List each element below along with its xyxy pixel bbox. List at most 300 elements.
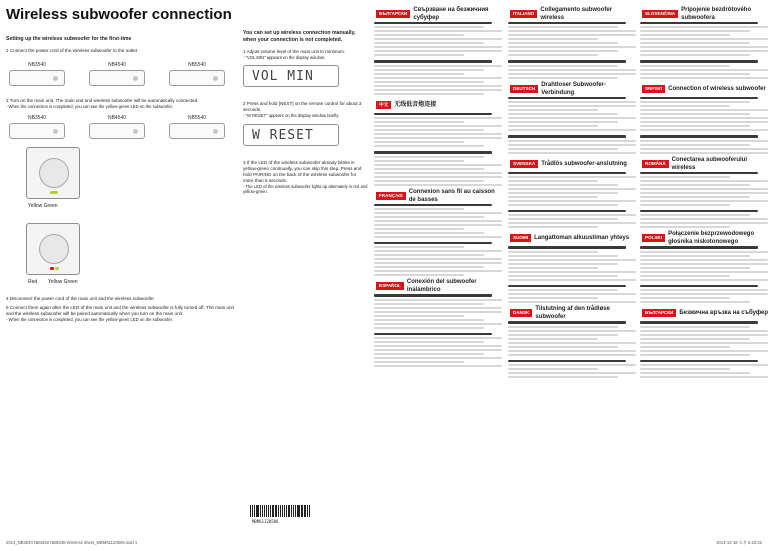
text-line-placeholder xyxy=(508,289,618,291)
text-line-placeholder xyxy=(640,144,750,146)
text-line-placeholder xyxy=(374,38,502,40)
text-line-placeholder xyxy=(508,196,598,198)
text-line-placeholder xyxy=(374,65,502,67)
barcode-bar xyxy=(278,505,279,517)
barcode-bar xyxy=(291,505,292,517)
text-line-placeholder xyxy=(640,152,768,154)
text-line-placeholder xyxy=(374,60,492,62)
text-line-placeholder xyxy=(508,50,618,52)
barcode-bar xyxy=(257,505,259,517)
step-1: 1 Connect the power cord of the wireless subwoofer to the outlet xyxy=(6,48,137,53)
text-line-placeholder xyxy=(640,350,768,352)
text-line-placeholder xyxy=(374,345,502,347)
text-line-placeholder xyxy=(640,275,730,277)
language-header xyxy=(374,101,502,109)
text-line-placeholder xyxy=(374,212,502,214)
language-header xyxy=(374,188,502,203)
language-block xyxy=(640,156,768,229)
text-line-placeholder xyxy=(640,204,730,206)
language-tag: DANSK xyxy=(510,309,532,317)
language-header xyxy=(640,231,768,246)
text-line-placeholder xyxy=(374,30,502,32)
text-line-placeholder xyxy=(508,293,636,295)
text-line-placeholder xyxy=(640,342,768,344)
text-line-placeholder xyxy=(508,326,618,328)
text-line-placeholder xyxy=(374,315,464,317)
text-line-placeholder xyxy=(640,117,768,119)
text-line-placeholder xyxy=(508,251,598,253)
text-line-placeholder xyxy=(508,101,636,103)
text-line-placeholder xyxy=(640,346,730,348)
text-line-placeholder xyxy=(374,208,464,210)
language-block xyxy=(508,7,636,79)
text-line-placeholder xyxy=(640,200,768,202)
text-line-placeholder xyxy=(508,222,636,224)
text-line-placeholder xyxy=(374,246,464,248)
model-nb4540: NB4540 xyxy=(86,62,148,86)
language-tag: SVENSKA xyxy=(510,160,538,168)
barcode-bar xyxy=(254,505,255,517)
language-header xyxy=(640,156,768,171)
text-line-placeholder xyxy=(374,242,492,244)
text-line-placeholder xyxy=(508,77,618,79)
barcode-bar xyxy=(304,505,306,517)
barcode-bar xyxy=(270,505,271,517)
text-line-placeholder xyxy=(374,54,464,56)
text-line-placeholder xyxy=(508,263,618,265)
step-m3: 3 If the LED of the wireless subwoofer already blinks in yellow-green continually, you can skip this step. Press and hold PAIRING on the back of the wireless subwoofer for more than 5 seconds. xyxy=(243,159,362,183)
text-line-placeholder xyxy=(640,180,768,182)
text-line-placeholder xyxy=(508,372,636,374)
text-line-placeholder xyxy=(508,34,636,36)
language-title: Tilslutning af den trådløse subwoofer xyxy=(535,306,610,321)
language-title: Conectarea subwooferului wireless xyxy=(671,156,748,171)
text-line-placeholder xyxy=(640,372,750,374)
text-line-placeholder xyxy=(508,121,618,123)
barcode-bar xyxy=(264,505,265,517)
display-window-vol-min: VOL MIN xyxy=(243,65,339,87)
barcode-bar xyxy=(302,505,303,517)
text-line-placeholder xyxy=(640,65,730,67)
text-line-placeholder xyxy=(374,42,484,44)
barcode-bar xyxy=(286,505,287,517)
language-tag: БЪЛГАРСКИ xyxy=(376,10,410,18)
text-line-placeholder xyxy=(640,321,758,323)
text-line-placeholder xyxy=(374,258,502,260)
text-line-placeholder xyxy=(508,65,618,67)
text-line-placeholder xyxy=(508,338,598,340)
soundbar-illustration xyxy=(9,70,65,86)
soundbar-illustration xyxy=(89,70,145,86)
text-line-placeholder xyxy=(640,105,730,107)
auto-setup-heading: Setting up the wireless subwoofer for the first-time xyxy=(6,36,132,42)
text-line-placeholder xyxy=(374,172,502,174)
text-line-placeholder xyxy=(508,73,636,75)
text-line-placeholder xyxy=(508,246,626,248)
text-line-placeholder xyxy=(374,184,502,186)
barcode-number: MBM61120506 xyxy=(252,519,279,524)
text-line-placeholder xyxy=(508,42,618,44)
text-line-placeholder xyxy=(374,77,502,79)
subwoofer-figure-2 xyxy=(6,221,238,291)
text-line-placeholder xyxy=(508,148,618,150)
text-line-placeholder xyxy=(508,368,598,370)
language-header xyxy=(374,279,502,294)
step-2: 2 Turn on the main unit. The main unit and wireless subwoofer will be automatically connected. xyxy=(6,98,199,103)
text-line-placeholder xyxy=(508,259,636,261)
text-line-placeholder xyxy=(508,38,598,40)
barcode-bar xyxy=(288,505,290,517)
text-line-placeholder xyxy=(374,303,484,305)
text-line-placeholder xyxy=(508,350,636,352)
language-header xyxy=(508,81,636,96)
text-line-placeholder xyxy=(640,330,768,332)
led-label-yellow-green: Yellow Green xyxy=(28,203,58,210)
text-line-placeholder xyxy=(508,275,618,277)
barcode-bar xyxy=(297,505,298,517)
text-line-placeholder xyxy=(508,46,636,48)
text-line-placeholder xyxy=(374,50,502,52)
text-line-placeholder xyxy=(640,135,758,137)
text-line-placeholder xyxy=(640,148,768,150)
text-line-placeholder xyxy=(640,30,750,32)
text-line-placeholder xyxy=(640,289,768,291)
language-header xyxy=(508,234,636,242)
text-line-placeholder xyxy=(508,200,636,202)
language-tag: SUOMI xyxy=(510,234,531,242)
text-line-placeholder xyxy=(374,156,484,158)
text-line-placeholder xyxy=(640,279,768,281)
language-title: Безжична връзка на събуфер xyxy=(679,310,768,317)
language-header xyxy=(640,85,768,93)
text-line-placeholder xyxy=(508,321,626,323)
text-line-placeholder xyxy=(508,364,636,366)
barcode-bar xyxy=(284,505,285,517)
model-row-1 xyxy=(6,62,228,86)
model-nb5540: NB5540 xyxy=(166,62,228,86)
text-line-placeholder xyxy=(640,73,750,75)
language-block xyxy=(508,306,636,378)
english-section xyxy=(6,6,238,531)
language-title: Langattoman alkuustiman yhteys xyxy=(534,235,630,242)
text-line-placeholder xyxy=(640,34,730,36)
text-line-placeholder xyxy=(374,73,464,75)
barcode-bar xyxy=(272,505,274,517)
text-line-placeholder xyxy=(640,46,768,48)
language-tag: FRANÇAIS xyxy=(376,192,406,200)
text-line-placeholder xyxy=(640,77,768,79)
footer-file-name: 2014_NB3540 NB4540 NB5540-Wireless sheet_MBM61120506.indd 1 xyxy=(6,540,138,545)
text-line-placeholder xyxy=(640,192,768,194)
language-title: Połączenie bezprzewodowego głośnika niskotonowego xyxy=(668,231,755,246)
text-line-placeholder xyxy=(374,151,492,153)
soundbar-illustration xyxy=(169,70,225,86)
text-line-placeholder xyxy=(374,361,464,363)
barcode-bar xyxy=(298,505,299,517)
language-title: Connection of wireless subwoofer xyxy=(668,85,766,92)
text-line-placeholder xyxy=(374,224,502,226)
page-title: Wireless subwoofer connection xyxy=(6,6,232,23)
language-column-3 xyxy=(640,4,768,378)
text-line-placeholder xyxy=(374,327,484,329)
text-line-placeholder xyxy=(508,22,626,24)
barcode-bar xyxy=(256,505,257,517)
language-block xyxy=(640,7,768,79)
text-line-placeholder xyxy=(374,266,484,268)
text-line-placeholder xyxy=(640,125,750,127)
barcode-bar xyxy=(293,505,294,517)
text-line-placeholder xyxy=(508,140,636,142)
language-title: Trådlös subwoofer-anslutning xyxy=(541,160,627,167)
text-line-placeholder xyxy=(640,42,750,44)
text-line-placeholder xyxy=(374,26,484,28)
barcode-bar xyxy=(280,505,281,517)
text-line-placeholder xyxy=(640,196,750,198)
language-header xyxy=(508,160,636,168)
text-line-placeholder xyxy=(640,50,768,52)
text-line-placeholder xyxy=(374,121,464,123)
barcode-bar xyxy=(295,505,296,517)
barcode-bar xyxy=(275,505,276,517)
text-line-placeholder xyxy=(640,113,750,115)
text-line-placeholder xyxy=(374,220,502,222)
text-line-placeholder xyxy=(640,226,730,228)
text-line-placeholder xyxy=(640,26,768,28)
text-line-placeholder xyxy=(508,144,636,146)
text-line-placeholder xyxy=(374,357,502,359)
text-line-placeholder xyxy=(374,69,484,71)
text-line-placeholder xyxy=(374,34,464,36)
text-line-placeholder xyxy=(640,293,768,295)
print-footer xyxy=(6,540,762,546)
text-line-placeholder xyxy=(640,301,750,303)
language-tag: SRPSKI xyxy=(642,85,665,93)
text-line-placeholder xyxy=(508,113,618,115)
barcode-bar xyxy=(262,505,263,517)
step-m2: 2 Press and hold [NEXT] on the remote control for about 3 seconds. xyxy=(243,101,362,113)
text-line-placeholder xyxy=(640,251,768,253)
text-line-placeholder xyxy=(374,307,502,309)
text-line-placeholder xyxy=(374,228,464,230)
text-line-placeholder xyxy=(374,232,484,234)
text-line-placeholder xyxy=(640,326,750,328)
language-block xyxy=(374,101,502,186)
text-line-placeholder xyxy=(508,129,636,131)
text-line-placeholder xyxy=(508,105,636,107)
text-line-placeholder xyxy=(508,255,618,257)
barcode-bar xyxy=(307,505,308,517)
language-title: Drahtloser Subwoofer-Verbindung xyxy=(541,81,606,96)
language-column-2 xyxy=(508,4,636,378)
text-line-placeholder xyxy=(374,89,502,91)
model-row-2: NB3540 NB4540 NB5540 xyxy=(6,115,228,139)
text-line-placeholder xyxy=(508,188,636,190)
text-line-placeholder xyxy=(640,334,768,336)
text-line-placeholder xyxy=(508,54,598,56)
language-header xyxy=(374,7,502,21)
text-line-placeholder xyxy=(640,364,768,366)
text-line-placeholder xyxy=(508,172,626,174)
language-header xyxy=(508,7,636,21)
text-line-placeholder xyxy=(374,294,492,296)
text-line-placeholder xyxy=(374,176,502,178)
text-line-placeholder xyxy=(374,81,484,83)
text-line-placeholder xyxy=(374,323,502,325)
text-line-placeholder xyxy=(374,262,502,264)
text-line-placeholder xyxy=(508,97,626,99)
text-line-placeholder xyxy=(640,255,750,257)
text-line-placeholder xyxy=(508,184,618,186)
language-block xyxy=(508,160,636,229)
text-line-placeholder xyxy=(374,333,492,335)
text-line-placeholder xyxy=(640,214,750,216)
text-line-placeholder xyxy=(508,135,626,137)
text-line-placeholder xyxy=(640,129,768,131)
text-line-placeholder xyxy=(640,38,768,40)
text-line-placeholder xyxy=(374,145,484,147)
text-line-placeholder xyxy=(640,297,730,299)
text-line-placeholder xyxy=(508,346,618,348)
text-line-placeholder xyxy=(374,164,502,166)
step-m4: 4 Disconnect the power cord of the main unit and the wireless subwoofer. xyxy=(6,296,155,302)
language-tag: БЪЛГАРСКИ xyxy=(642,309,676,317)
text-line-placeholder xyxy=(640,109,768,111)
language-header xyxy=(508,306,636,321)
text-line-placeholder xyxy=(640,22,758,24)
text-line-placeholder xyxy=(508,360,626,362)
barcode-bar xyxy=(266,505,267,517)
text-line-placeholder xyxy=(374,180,484,182)
barcode-bar xyxy=(301,505,302,517)
text-line-placeholder xyxy=(640,140,768,142)
text-line-placeholder xyxy=(508,204,618,206)
text-line-placeholder xyxy=(640,218,768,220)
text-line-placeholder xyxy=(508,125,598,127)
text-line-placeholder xyxy=(508,69,636,71)
led-label-red: Red xyxy=(28,279,38,286)
text-line-placeholder xyxy=(374,341,484,343)
text-line-placeholder xyxy=(508,30,636,32)
text-line-placeholder xyxy=(640,263,768,265)
text-line-placeholder xyxy=(640,246,758,248)
text-line-placeholder xyxy=(374,349,502,351)
text-line-placeholder xyxy=(374,250,502,252)
text-line-placeholder xyxy=(374,137,502,139)
text-line-placeholder xyxy=(374,125,502,127)
text-line-placeholder xyxy=(640,121,768,123)
text-line-placeholder xyxy=(508,192,618,194)
language-title: Pripojenie bezdrôtového subwoofera xyxy=(681,7,752,21)
language-tag: ROMÂNĂ xyxy=(642,160,669,168)
language-title: Conexión del subwoofer inalámbrico xyxy=(406,279,477,294)
language-block xyxy=(508,81,636,154)
text-line-placeholder xyxy=(640,101,750,103)
step-m1-note: - "VOL MIN" appears on the display window. xyxy=(243,55,325,60)
language-title: Свързване на безжичния субуфер xyxy=(413,7,489,21)
text-line-placeholder xyxy=(374,85,502,87)
text-line-placeholder xyxy=(374,168,484,170)
step-m2-note: - "W RESET" appears on the display window briefly. xyxy=(243,113,340,119)
text-line-placeholder xyxy=(374,22,492,24)
text-line-placeholder xyxy=(374,141,464,143)
text-line-placeholder xyxy=(508,60,626,62)
language-block xyxy=(374,279,502,367)
language-tag: ITALIANO xyxy=(510,10,537,18)
text-line-placeholder xyxy=(508,226,598,228)
text-line-placeholder xyxy=(508,176,636,178)
display-window-w-reset: W RESET xyxy=(243,124,339,146)
step-m1: 1 Adjust volume level of the main unit to minimum. xyxy=(243,49,346,54)
subwoofer-figure-1 xyxy=(6,145,238,215)
text-line-placeholder xyxy=(508,342,636,344)
text-line-placeholder xyxy=(640,184,750,186)
language-block xyxy=(640,231,768,303)
text-line-placeholder xyxy=(508,109,598,111)
subwoofer-illustration xyxy=(26,147,80,199)
text-line-placeholder xyxy=(640,376,768,378)
text-line-placeholder xyxy=(640,172,758,174)
text-line-placeholder xyxy=(508,117,636,119)
text-line-placeholder xyxy=(508,267,598,269)
text-line-placeholder xyxy=(640,97,758,99)
barcode-bar xyxy=(250,505,251,517)
text-line-placeholder xyxy=(508,376,618,378)
language-title: Collegamento subwoofer wireless xyxy=(540,7,613,21)
text-line-placeholder xyxy=(374,353,484,355)
text-line-placeholder xyxy=(508,330,636,332)
footer-timestamp: 2013-12-18 오후 6:22:02 xyxy=(716,540,762,545)
step-m5: 5 Connect them again after the LED of the main unit and the wireless subwoofer is fully turned off. The main unit and the wireless subwoofer will be paired automatically when you turn on the main unit. xyxy=(6,305,234,317)
language-title: Connexion sans fil au caisson de basses xyxy=(408,188,495,203)
text-line-placeholder xyxy=(508,334,618,336)
language-block xyxy=(640,85,768,154)
manual-setup-section xyxy=(243,6,368,531)
text-line-placeholder xyxy=(374,93,484,95)
text-line-placeholder xyxy=(374,46,502,48)
text-line-placeholder xyxy=(374,319,484,321)
text-line-placeholder xyxy=(508,218,618,220)
text-line-placeholder xyxy=(508,214,636,216)
barcode-bar xyxy=(252,505,253,517)
text-line-placeholder xyxy=(508,26,618,28)
barcode-bar xyxy=(260,505,261,517)
language-block xyxy=(640,309,768,378)
text-line-placeholder xyxy=(508,301,636,303)
text-line-placeholder xyxy=(374,337,502,339)
text-line-placeholder xyxy=(508,152,636,154)
barcode-bar xyxy=(309,505,310,517)
text-line-placeholder xyxy=(640,368,730,370)
language-block xyxy=(374,188,502,277)
language-block xyxy=(374,7,502,95)
text-line-placeholder xyxy=(374,133,502,135)
text-line-placeholder xyxy=(640,188,768,190)
text-line-placeholder xyxy=(640,60,758,62)
led-label-yellow-green: Yellow Green xyxy=(48,279,78,286)
barcode-bar xyxy=(282,505,283,517)
barcode-bar xyxy=(276,505,277,517)
model-nb3540: NB3540 xyxy=(6,62,68,86)
text-line-placeholder xyxy=(374,117,502,119)
text-line-placeholder xyxy=(508,180,598,182)
text-line-placeholder xyxy=(640,222,768,224)
language-header xyxy=(640,309,768,317)
text-line-placeholder xyxy=(640,259,768,261)
subwoofer-illustration xyxy=(26,223,80,275)
language-block xyxy=(508,234,636,303)
text-line-placeholder xyxy=(374,311,502,313)
language-tag: 中文 xyxy=(376,101,391,109)
